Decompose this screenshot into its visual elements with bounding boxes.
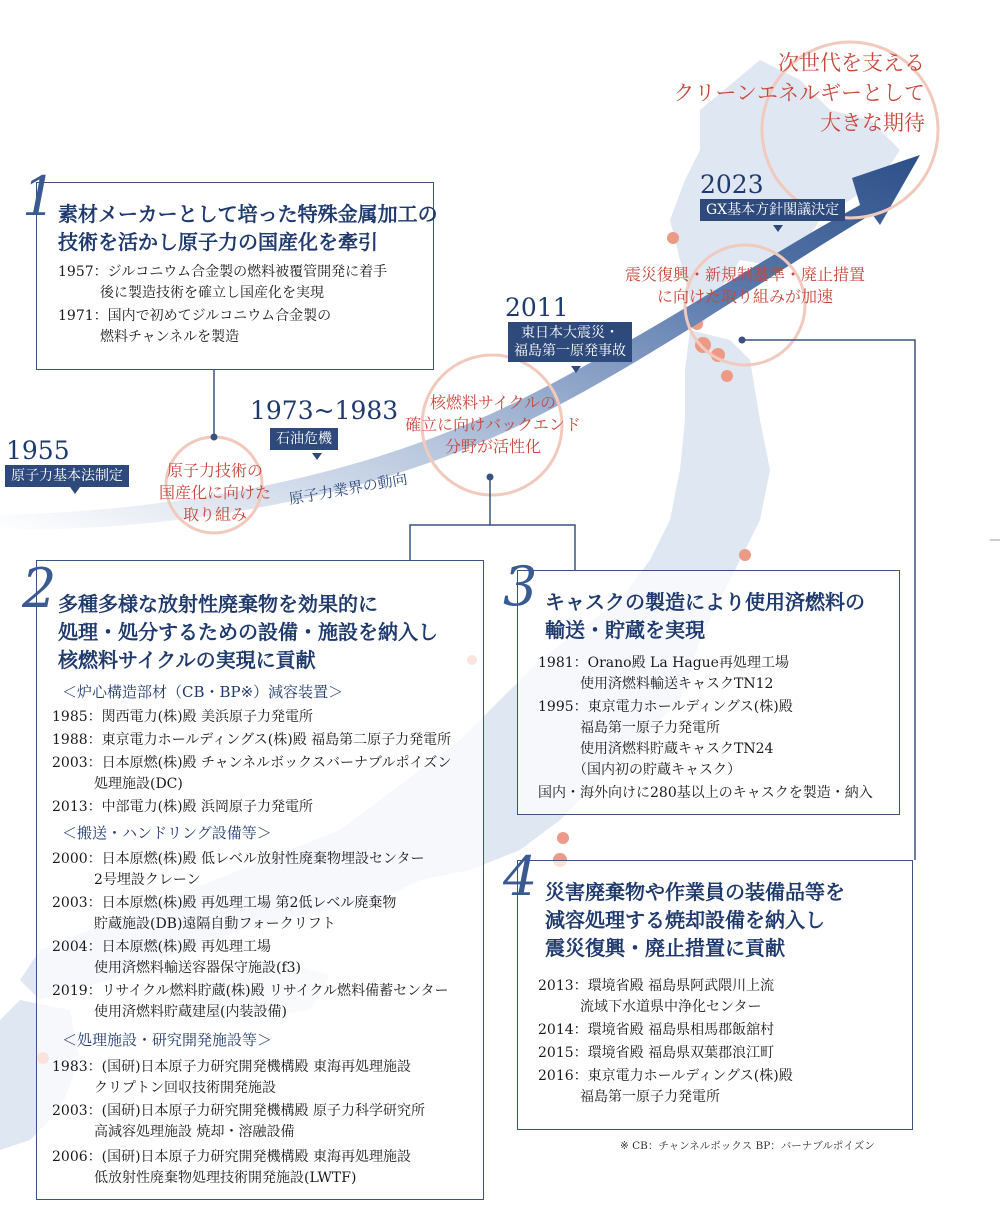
year-2011: 2011 — [505, 293, 569, 322]
panel-3-item: 1981：Orano殿 La Hague再処理工場 使用済燃料輸送キャスクTN12 — [538, 655, 789, 692]
panel-2-subheading: ＜処理施設・研究開発施設等＞ — [62, 1031, 273, 1049]
plant-dot — [667, 232, 679, 244]
year-2023: 2023 — [700, 170, 764, 199]
panel-2-number: 2 — [22, 557, 57, 620]
year-1973: 1973~1983 — [250, 396, 399, 425]
panel-4-item: 2013：環境省殿 福島県阿武隈川上流 流域下水道県中浄化センター — [538, 978, 775, 1015]
panel-3-title: キャスクの製造により使用済燃料の 輸送・貯蔵を実現 — [545, 590, 865, 642]
event-tag-1955: 原子力基本法制定 — [5, 465, 129, 487]
panel-2-item: 2003：日本原燃(株)殿 チャンネルボックスバーナブルポイズン 処理施設(DC) — [52, 755, 452, 792]
panel-2-item: 2003：(国研)日本原子力研究開発機構殿 原子力科学研究所 高減容処理施設 焼却・溶融設備 — [52, 1103, 426, 1140]
panel-2-item: 2000：日本原燃(株)殿 低レベル放射性廃棄物埋設センター 2号埋設クレーン — [52, 851, 425, 888]
plant-dot — [721, 370, 733, 382]
panel-2-item: 2013：中部電力(株)殿 浜岡原子力発電所 — [52, 799, 314, 815]
stage-label-1: 原子力技術の 国産化に向けた 取り組み — [158, 461, 271, 524]
panel-2-item: 2003：日本原燃(株)殿 再処理工場 第2低レベル廃棄物 貯蔵施設(DB)遠隔自動フォークリフト — [52, 895, 397, 932]
panel-1-item: 1971：国内で初めてジルコニウム合金製の 燃料チャンネルを製造 — [58, 308, 332, 345]
event-tag-1973: 石油危機 — [270, 428, 338, 450]
plant-dot — [557, 832, 569, 844]
panel-2-title: 多種多様な放射性廃棄物を効果的に 処理・処分するための設備・施設を納入し 核燃料サイクルの実現に貢献 — [58, 592, 438, 672]
panel-2-subheading: ＜炉心構造部材（CB・BP※）減容装置＞ — [62, 683, 344, 701]
highlight-text: 次世代を支える クリーンエネルギーとして 大きな期待 — [673, 51, 925, 135]
panel-2-item: 2019：リサイクル燃料貯蔵(株)殿 リサイクル燃料備蓄センター 使用済燃料貯蔵建屋(内装設備) — [52, 983, 449, 1020]
panel-2-item: 1988：東京電力ホールディングス(株)殿 福島第二原子力発電所 — [52, 732, 452, 748]
tag-pointer — [312, 453, 322, 460]
panel-4-item: 2016：東京電力ホールディングス(株)殿 福島第一原子力発電所 — [538, 1068, 793, 1105]
panel-1-title: 素材メーカーとして培った特殊金属加工の 技術を活かし原子力の国産化を牽引 — [58, 202, 438, 254]
year-1955: 1955 — [6, 436, 70, 465]
panel-4-number: 4 — [503, 845, 538, 908]
panel-4-item: 2015：環境省殿 福島県双葉郡浪江町 — [538, 1045, 775, 1061]
panel-2-item: 1985：関西電力(株)殿 美浜原子力発電所 — [52, 709, 314, 725]
panel-3-item: 国内・海外向けに280基以上のキャスクを製造・納入 — [538, 785, 873, 801]
panel-2-subheading: ＜搬送・ハンドリング設備等＞ — [62, 824, 272, 842]
stage-label-3: 震災復興・新規制基準・廃止措置 に向けた取り組みが加速 — [624, 265, 865, 306]
footnote: ※ CB：チャンネルボックス BP：バーナブルポイズン — [620, 1140, 875, 1152]
event-tag-2011: 東日本大震災・ 福島第一原発事故 — [508, 322, 632, 362]
panel-3-item: 1995：東京電力ホールディングス(株)殿 福島第一原子力発電所 使用済燃料貯蔵キャスクTN24 （国内初の貯蔵キャスク） — [538, 699, 793, 778]
panel-2-item: 2004：日本原燃(株)殿 再処理工場 使用済燃料輸送容器保守施設(f3) — [52, 939, 302, 976]
panel-1-item: 1957：ジルコニウム合金製の燃料被覆管開発に着手 後に製造技術を確立し国産化を実現 — [58, 264, 388, 301]
panel-4-title: 災害廃棄物や作業員の装備品等を 減容処理する焼却設備を納入し 震災復興・廃止措置に貢献 — [545, 880, 845, 960]
panel-2-item: 2006：(国研)日本原子力研究開発機構殿 東海再処理施設 低放射性廃棄物処理技術開発施設(LWTF) — [52, 1149, 412, 1186]
event-tag-2023: GX基本方針閣議決定 — [700, 199, 845, 221]
connector-panel23 — [410, 477, 575, 570]
plant-dot — [739, 549, 751, 561]
connector-dot — [739, 337, 746, 344]
panel-1-number: 1 — [22, 165, 57, 228]
panel-3-number: 3 — [503, 555, 538, 618]
tag-pointer — [70, 487, 80, 494]
panel-2-item: 1983：(国研)日本原子力研究開発機構殿 東海再処理施設 クリプトン回収技術開発施設 — [52, 1059, 412, 1096]
connector-dot — [487, 474, 494, 481]
connector-dot — [211, 434, 218, 441]
stage-label-2: 核燃料サイクルの 確立に向けバックエンド 分野が活性化 — [405, 393, 581, 456]
trend-arrow-label: 原子力業界の動向 — [287, 469, 409, 509]
panel-4-item: 2014：環境省殿 福島県相馬郡飯舘村 — [538, 1022, 775, 1038]
